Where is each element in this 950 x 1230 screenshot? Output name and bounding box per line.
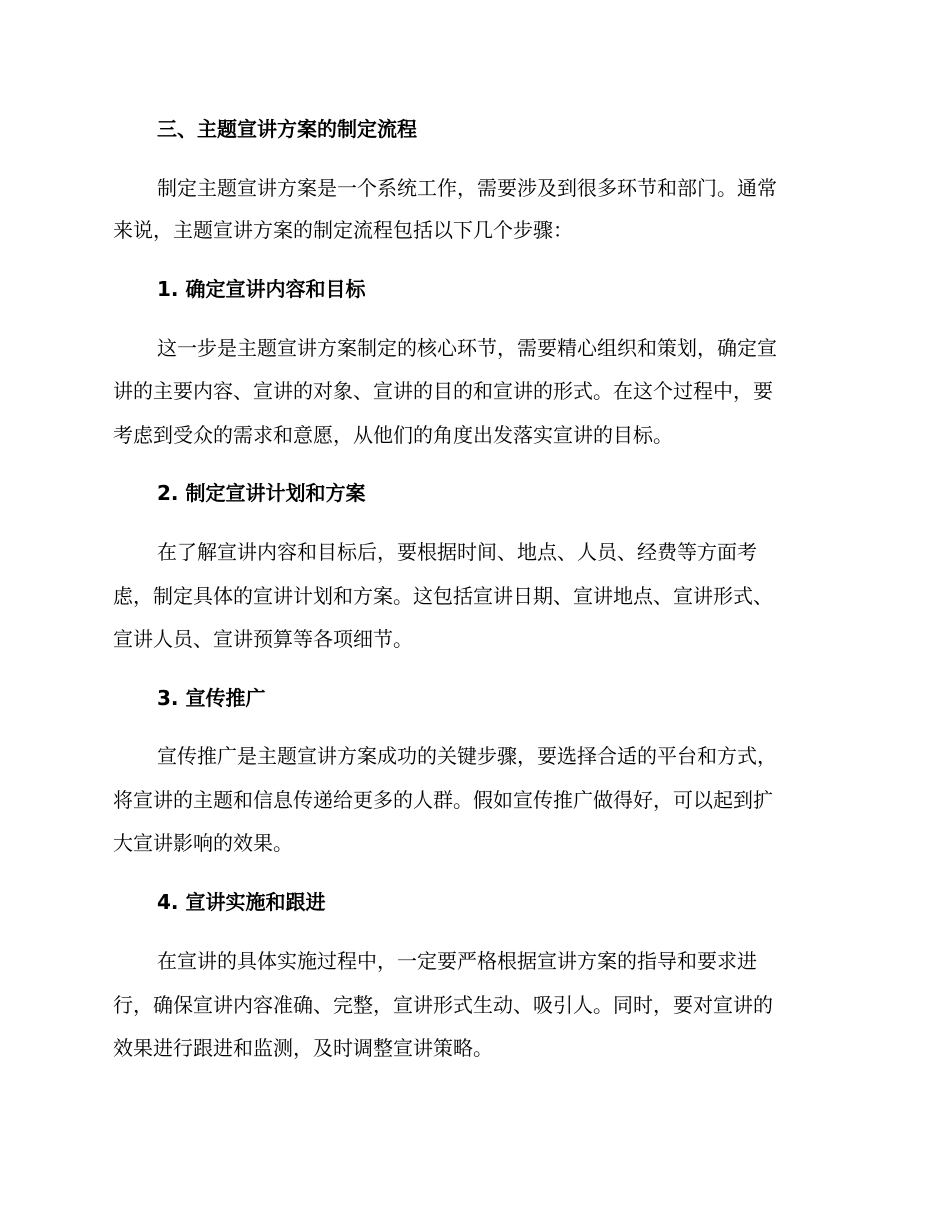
step-2-heading: 2. 制定宣讲计划和方案 <box>157 481 366 505</box>
step-4-heading: 4. 宣讲实施和跟进 <box>157 890 326 914</box>
step-1-heading: 1. 确定宣讲内容和目标 <box>157 277 366 301</box>
step-3-line: 大宣讲影响的效果。 <box>113 831 293 855</box>
section-heading: 三、主题宣讲方案的制定流程 <box>157 117 417 141</box>
step-2-line: 在了解宣讲内容和目标后，要根据时间、地点、人员、经费等方面考 <box>157 540 757 564</box>
step-1-line: 讲的主要内容、宣讲的对象、宣讲的目的和宣讲的形式。在这个过程中，要 <box>113 379 773 403</box>
intro-line: 来说，主题宣讲方案的制定流程包括以下几个步骤： <box>113 218 573 242</box>
step-3-heading: 3. 宣传推广 <box>157 686 266 710</box>
step-1-line: 这一步是主题宣讲方案制定的核心环节，需要精心组织和策划，确定宣 <box>157 336 777 360</box>
step-3-line: 将宣讲的主题和信息传递给更多的人群。假如宣传推广做得好，可以起到扩 <box>113 788 773 812</box>
step-3-line: 宣传推广是主题宣讲方案成功的关键步骤，要选择合适的平台和方式， <box>157 744 777 768</box>
step-4-line: 行，确保宣讲内容准确、完整，宣讲形式生动、吸引人。同时，要对宣讲的 <box>113 993 773 1017</box>
step-1-line: 考虑到受众的需求和意愿，从他们的角度出发落实宣讲的目标。 <box>113 423 673 447</box>
step-2-line: 虑，制定具体的宣讲计划和方案。这包括宣讲日期、宣讲地点、宣讲形式、 <box>113 584 773 608</box>
step-4-line: 在宣讲的具体实施过程中，一定要严格根据宣讲方案的指导和要求进 <box>157 949 757 973</box>
intro-line: 制定主题宣讲方案是一个系统工作，需要涉及到很多环节和部门。通常 <box>157 176 777 200</box>
step-4-line: 效果进行跟进和监测，及时调整宣讲策略。 <box>113 1036 493 1060</box>
step-2-line: 宣讲人员、宣讲预算等各项细节。 <box>113 627 413 651</box>
